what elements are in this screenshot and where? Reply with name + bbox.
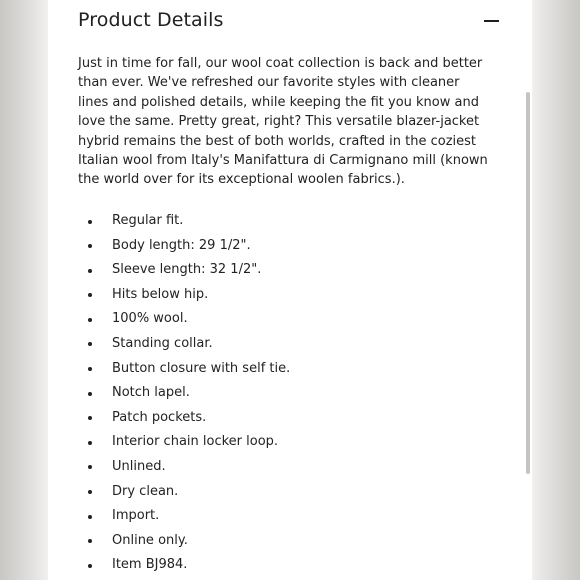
list-item <box>78 406 290 431</box>
list-item <box>78 283 290 308</box>
list-item <box>78 529 290 554</box>
bullet-icon <box>88 416 92 420</box>
bullet-icon <box>88 441 92 445</box>
feature-text: 100% wool. <box>112 311 188 327</box>
accordion-header[interactable] <box>78 6 502 36</box>
list-item <box>78 381 290 406</box>
list-item <box>78 258 290 283</box>
feature-text: Body length: 29 1/2". <box>112 237 251 253</box>
list-item <box>78 480 290 505</box>
collapse-button[interactable] <box>482 12 502 28</box>
list-item <box>78 504 290 529</box>
scrollbar-thumb[interactable] <box>526 92 530 474</box>
bullet-icon <box>88 318 92 322</box>
bullet-icon <box>88 367 92 371</box>
bullet-icon <box>88 465 92 469</box>
feature-text: Patch pockets. <box>112 409 207 425</box>
list-item <box>78 455 290 480</box>
section-title: Product Details <box>78 9 224 31</box>
feature-text: Unlined. <box>112 458 166 474</box>
list-item <box>78 307 290 332</box>
feature-text: Interior chain locker loop. <box>112 434 279 450</box>
bullet-icon <box>88 539 92 543</box>
list-item <box>78 430 290 455</box>
bullet-icon <box>88 515 92 519</box>
feature-text: Notch lapel. <box>112 385 190 401</box>
minus-icon <box>484 20 499 22</box>
bullet-icon <box>88 293 92 297</box>
feature-text: Hits below hip. <box>112 286 209 302</box>
list-item <box>78 357 290 382</box>
bullet-icon <box>88 392 92 396</box>
feature-text: Button closure with self tie. <box>112 360 291 376</box>
background-right-edge <box>532 0 580 580</box>
background-left-edge <box>0 0 48 580</box>
bullet-icon <box>88 220 92 224</box>
feature-list <box>78 209 290 578</box>
feature-text: Online only. <box>112 532 188 548</box>
feature-text: Dry clean. <box>112 483 179 499</box>
bullet-icon <box>88 490 92 494</box>
bullet-icon <box>88 244 92 248</box>
list-item <box>78 332 290 357</box>
bullet-icon <box>88 342 92 346</box>
feature-text: Standing collar. <box>112 335 213 351</box>
feature-text: Import. <box>112 508 160 524</box>
list-item <box>78 553 290 578</box>
accordion-content <box>78 54 490 573</box>
feature-text: Sleeve length: 32 1/2". <box>112 262 262 278</box>
feature-text: Item BJ984. <box>112 557 188 573</box>
bullet-icon <box>88 269 92 273</box>
product-details-panel <box>48 0 532 580</box>
list-item <box>78 234 290 259</box>
feature-text: Regular fit. <box>112 213 184 228</box>
list-item <box>78 209 290 234</box>
bullet-icon <box>88 564 92 568</box>
product-description: Just in time for fall, our wool coat collection is back and better than ever. We've refreshed our favorite styles with cleaner lines and polished details, while keeping the fit you know and love the same. Pretty great, right? This versatile blazer-jacket hybrid remains the best of both worlds, crafted in the coziest Italian wool from Italy's Manifattura di Carmignano mill (known the world over for its exceptional woolen fabrics.). <box>78 56 488 188</box>
